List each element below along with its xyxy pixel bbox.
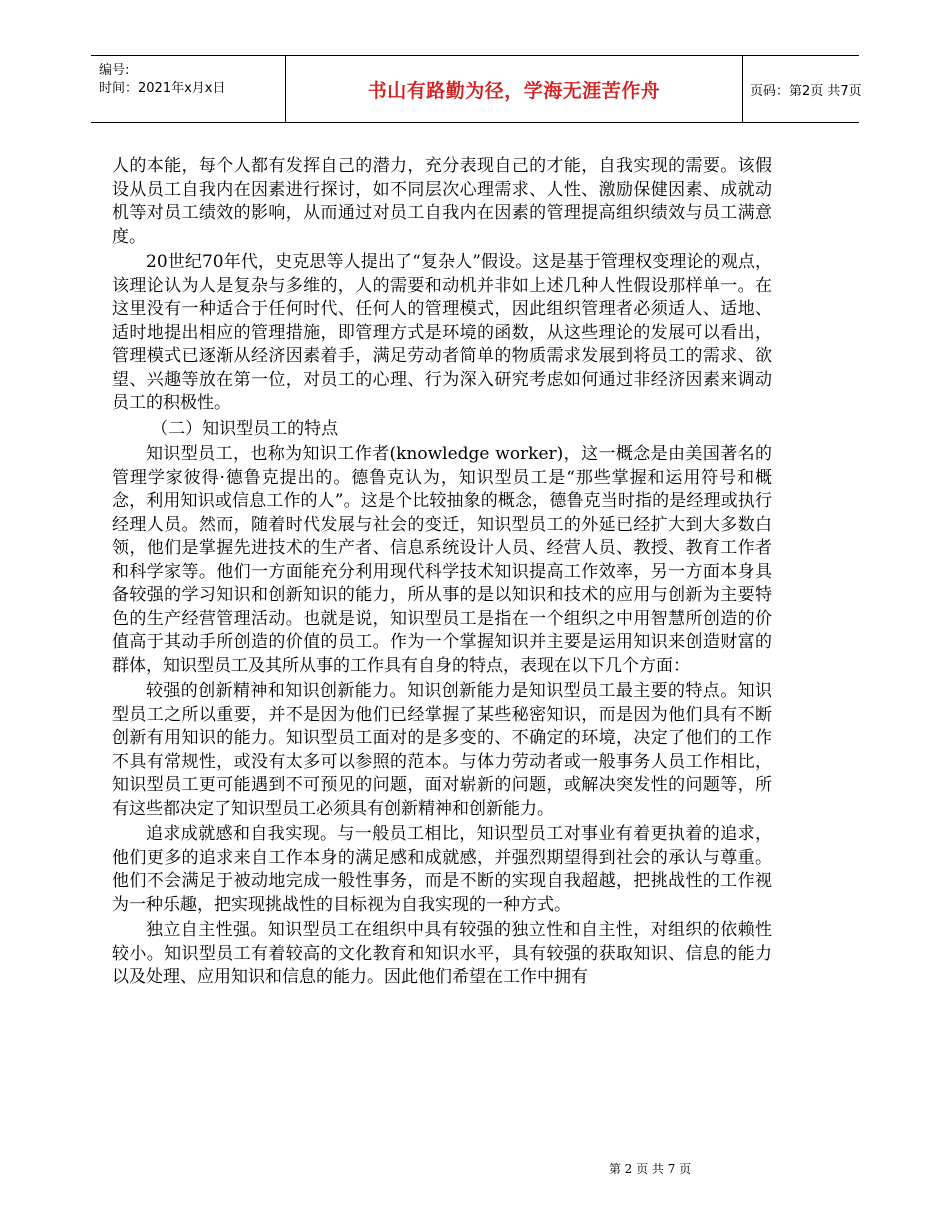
header-page-info: 页码：第2页 共7页 <box>750 83 862 99</box>
paragraph: 人的本能，每个人都有发挥自己的潜力，充分表现自己的才能，自我实现的需要。该假设从员工自我内在因素进行探讨，如不同层次心理需求、人性、激励保健因素、成就动机等对员工绩效的影响，从而通过对员工自我内在因素的管理提高组织绩效与员工满意度。 <box>112 156 772 247</box>
header-motto: 书山有路勤为径，学海无涯苦作舟 <box>367 79 661 102</box>
page-footer: 第 2 页 共 7 页 <box>608 1162 692 1176</box>
header-page-cell <box>742 56 862 122</box>
document-number-label: 编号: <box>99 63 130 78</box>
paragraph: 独立自主性强。知识型员工在组织中具有较强的独立性和自主性，对组织的依赖性较小。知识型员工有着较高的文化教育和知识水平，具有较强的获取知识、信息的能力以及处理、应用知识和信息的能力。因此他们希望在工作中拥有 <box>112 920 772 987</box>
paragraph: 20世纪70年代，史克思等人提出了“复杂人”假设。这是基于管理权变理论的观点，该理论认为人是复杂与多维的，人的需要和动机并非如上述几种人性假设那样单一。在这里没有一种适合于任何时代、任何人的管理模式，因此组织管理者必须适人、适地、适时地提出相应的管理措施，即管理方式是环境的函数，从这些理论的发展可以看出，管理模式已逐渐从经济因素着手，满足劳动者简单的物质需求发展到将员工的需求、欲望、兴趣等放在第一位，对员工的心理、行为深入研究考虑如何通过非经济因素来调动员工的积极性。 <box>112 252 772 413</box>
document-time-label: 时间：2021年x月x日 <box>99 81 226 96</box>
paragraph: 追求成就感和自我实现。与一般员工相比，知识型员工对事业有着更执着的追求，他们更多的追求来自工作本身的满足感和成就感，并强烈期望得到社会的承认与尊重。他们不会满足于被动地完成一般性事务，而是不断的实现自我超越，把挑战性的工作视为一种乐趣，把实现挑战性的目标视为自我实现的一种方式。 <box>112 824 772 915</box>
header-left-cell <box>91 56 285 122</box>
paragraph: 知识型员工，也称为知识工作者(knowledge worker)，这一概念是由美国著名的管理学家彼得·德鲁克提出的。德鲁克认为，知识型员工是“那些掌握和运用符号和概念，利用知识或信息工作的人”。这是个比较抽象的概念，德鲁克当时指的是经理或执行经理人员。然而，随着时代发展与社会的变迁，知识型员工的外延已经扩大到大多数白领，他们是掌握先进技术的生产者、信息系统设计人员、经营人员、教授、教育工作者和科学家等。他们一方面能充分利用现代科学技术知识提高工作效率，另一方面本身具备较强的学习知识和创新知识的能力，所从事的是以知识和技术的应用与创新为主要特色的生产经营管理活动。也就是说，知识型员工是指在一个组织之中用智慧所创造的价值高于其动手所创造的价值的员工。作为一个掌握知识并主要是运用知识来创造财富的群体，知识型员工及其所从事的工作具有自身的特点，表现在以下几个方面： <box>112 444 772 676</box>
paragraph: 较强的创新精神和知识创新能力。知识创新能力是知识型员工最主要的特点。知识型员工之所以重要，并不是因为他们已经掌握了某些秘密知识，而是因为他们具有不断创新有用知识的能力。知识型员工面对的是多变的、不确定的环境，决定了他们的工作不具有常规性，或没有太多可以参照的范本。与体力劳动者或一般事务人员工作相比，知识型员工更可能遇到不可预见的问题，面对崭新的问题，或解决突发性的问题等，所有这些都决定了知识型员工必须具有创新精神和创新能力。 <box>112 681 772 819</box>
header-motto-cell <box>285 56 743 122</box>
page-header <box>91 55 862 123</box>
document-body <box>112 155 772 992</box>
section-heading: （二）知识型员工的特点 <box>151 418 339 439</box>
